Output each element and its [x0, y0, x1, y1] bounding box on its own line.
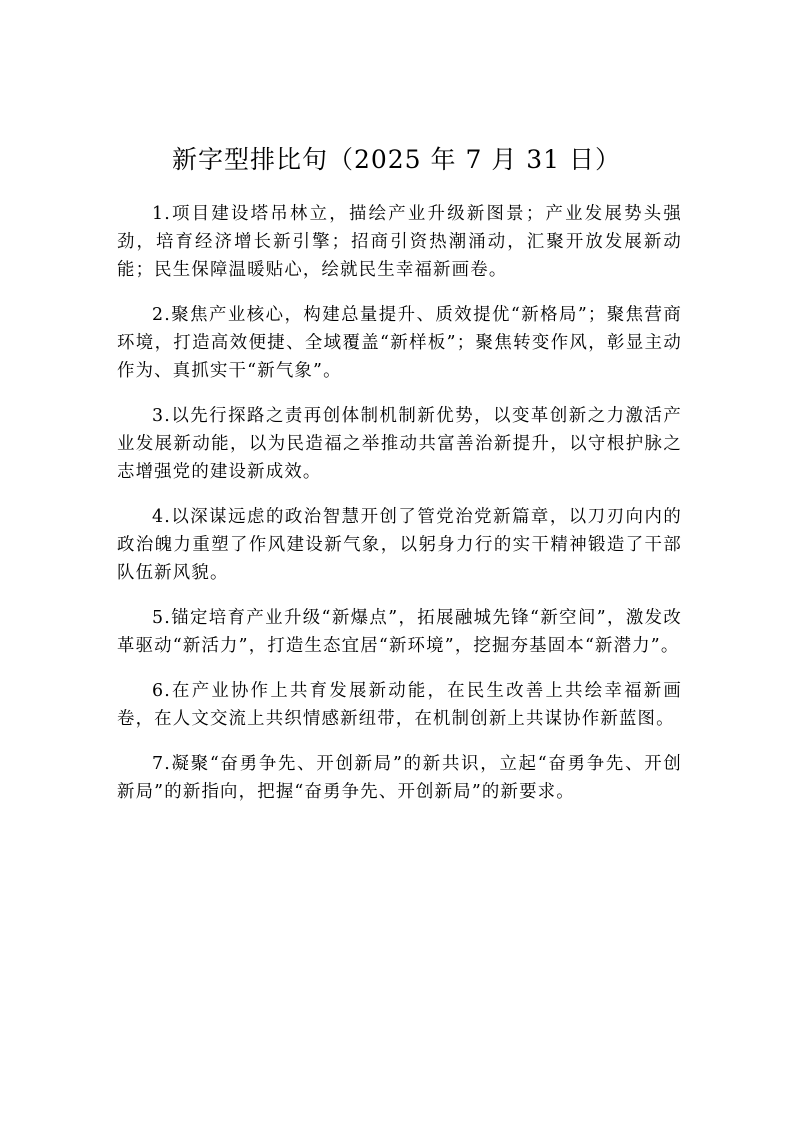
paragraph-5: 5.锚定培育产业升级“新爆点”，拓展融城先锋“新空间”，激发改革驱动“新活力”，打造生态宜居“新环境”，挖掘夯基固本“新潜力”。	[117, 608, 682, 656]
document-title: 新字型排比句（2025 年 7 月 31 日）	[171, 145, 622, 174]
paragraph-4: 4.以深谋远虑的政治智慧开创了管党治党新篇章，以刀刃向内的政治魄力重塑了作风建设新气象，以躬身力行的实干精神锻造了干部队伍新风貌。	[117, 507, 682, 583]
paragraph-6: 6.在产业协作上共育发展新动能，在民生改善上共绘幸福新画卷，在人文交流上共织情感新纽带，在机制创新上共谋协作新蓝图。	[117, 681, 682, 729]
paragraph-3: 3.以先行探路之责再创体制机制新优势，以变革创新之力激活产业发展新动能，以为民造福之举推动共富善治新提升，以守根护脉之志增强党的建设新成效。	[117, 406, 682, 482]
paragraph-7: 7.凝聚“奋勇争先、开创新局”的新共识，立起“奋勇争先、开创新局”的新指向，把握“奋勇争先、开创新局”的新要求。	[117, 754, 682, 802]
paragraph-2: 2.聚焦产业核心，构建总量提升、质效提优“新格局”；聚焦营商环境，打造高效便捷、全域覆盖“新样板”；聚焦转变作风，彰显主动作为、真抓实干“新气象”。	[117, 305, 682, 381]
paragraph-1: 1.项目建设塔吊林立，描绘产业升级新图景；产业发展势头强劲，培育经济增长新引擎；招商引资热潮涌动，汇聚开放发展新动能；民生保障温暖贴心，绘就民生幸福新画卷。	[117, 204, 682, 280]
document-body	[117, 200, 682, 823]
